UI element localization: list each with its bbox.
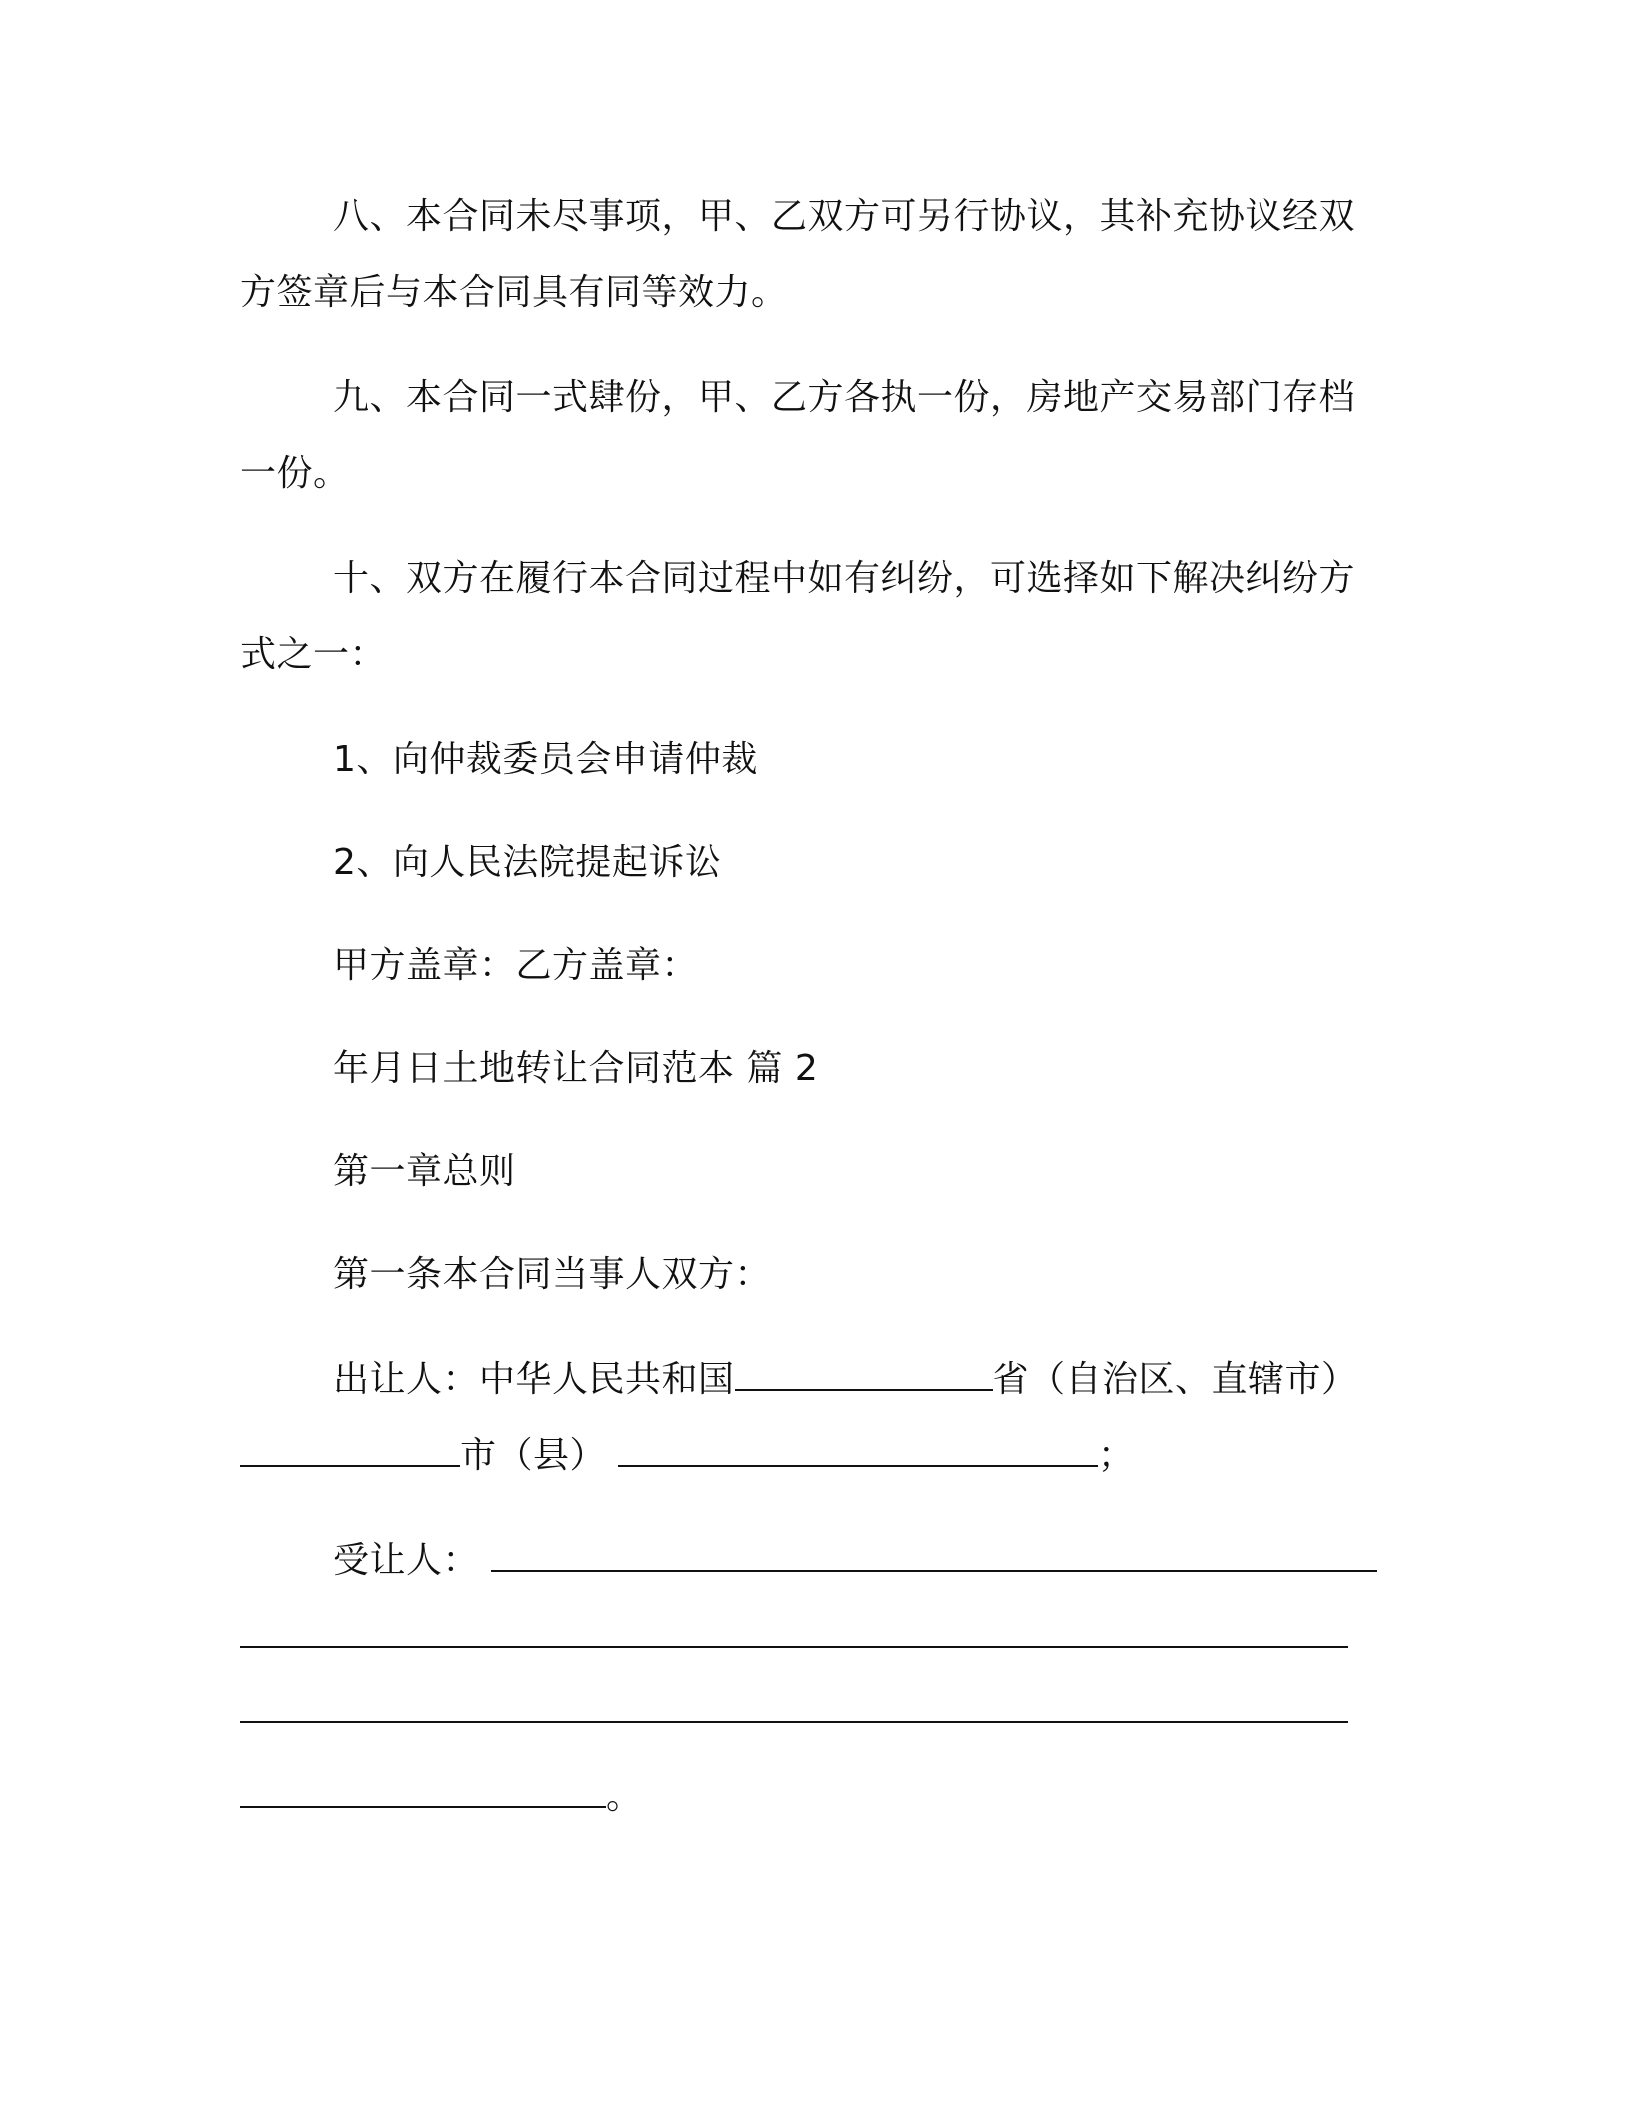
article-1: 第一条本合同当事人双方： xyxy=(333,1254,772,1295)
transferee-line xyxy=(333,1536,1377,1584)
dispute-option-2: 2、向人民法院提起诉讼 xyxy=(333,842,722,883)
transferee-blank-line-4 xyxy=(240,1772,606,1808)
transferee-blank-line-2 xyxy=(240,1646,1348,1648)
chapter-title: 第一章总则 xyxy=(333,1151,516,1192)
clause-8-line-2: 方签章后与本合同具有同等效力。 xyxy=(240,272,788,313)
city-label: 市（县） xyxy=(460,1435,607,1476)
transferor-label: 出让人：中华人民共和国 xyxy=(333,1359,735,1400)
clause-10-line-2: 式之一： xyxy=(240,634,387,675)
dispute-option-1: 1、向仲裁委员会申请仲裁 xyxy=(333,739,758,780)
transferor-line-2 xyxy=(240,1431,1134,1479)
seal-signature-line: 甲方盖章：乙方盖章： xyxy=(333,945,699,986)
transferor-line xyxy=(333,1355,1358,1403)
province-blank xyxy=(735,1355,993,1391)
transferee-label: 受让人： xyxy=(333,1540,480,1581)
transferee-end: 。 xyxy=(606,1776,643,1817)
clause-9-line-2: 一份。 xyxy=(240,453,350,494)
clause-9-line-1: 九、本合同一式肆份，甲、乙方各执一份，房地产交易部门存档 xyxy=(333,377,1356,418)
transferee-blank-line-3 xyxy=(240,1721,1348,1723)
clause-8-line-1: 八、本合同未尽事项，甲、乙双方可另行协议，其补充协议经双 xyxy=(333,196,1356,237)
province-label: 省（自治区、直辖市） xyxy=(992,1359,1358,1400)
section-heading: 年月日土地转让合同范本 篇 2 xyxy=(333,1048,819,1089)
transferor-end: ； xyxy=(1097,1435,1135,1476)
city-blank xyxy=(240,1431,460,1467)
district-blank xyxy=(618,1431,1098,1467)
transferee-blank xyxy=(491,1536,1377,1572)
transferee-line-4 xyxy=(240,1772,643,1820)
clause-10-line-1: 十、双方在履行本合同过程中如有纠纷，可选择如下解决纠纷方 xyxy=(333,558,1356,599)
